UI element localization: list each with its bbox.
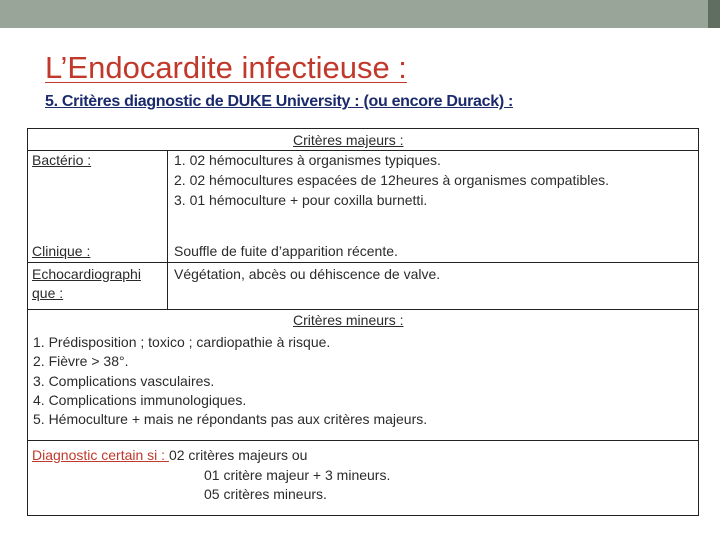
diagnostic-line: 02 critères majeurs ou (168, 447, 308, 463)
mineur-item: 4. Complications immunologiques. (33, 392, 247, 408)
diagnostic-line: 01 critère majeur + 3 mineurs. (204, 467, 391, 483)
bacterio-item: 2. 02 hémocultures espacées de 12heures à organismes compatibles. (174, 172, 610, 188)
clinique-value: Souffle de fuite d’apparition récente. (174, 243, 398, 259)
bacterio-label: Bactério : (32, 152, 92, 168)
mineur-item: 5. Hémoculture + mais ne répondants pas aux critères majeurs. (33, 411, 428, 427)
echo-label-cont: que : (32, 285, 64, 301)
diagnostic-label: Diagnostic certain si : (32, 447, 169, 463)
mineur-item: 1. Prédisposition ; toxico ; cardiopathie à risque. (33, 334, 331, 350)
bacterio-item: 3. 01 hémoculture + pour coxilla burnetti. (174, 192, 428, 208)
clinique-label: Clinique : (32, 243, 91, 259)
diagnostic-line: 05 critères mineurs. (204, 486, 327, 502)
mineurs-heading: Critères mineurs : (293, 312, 404, 328)
diagnostic-row (32, 446, 307, 465)
column-divider (167, 150, 168, 309)
top-bar (0, 0, 720, 28)
top-bar-accent (708, 0, 720, 28)
echo-label: Echocardiographi (32, 266, 141, 282)
bacterio-item: 1. 02 hémocultures à organismes typiques. (174, 152, 441, 168)
row-divider (27, 309, 699, 310)
echo-value: Végétation, abcès ou déhiscence de valve. (174, 266, 441, 282)
mineur-item: 2. Fièvre > 38°. (33, 353, 129, 369)
slide-title: L’Endocardite infectieuse : (45, 50, 407, 85)
row-divider (27, 440, 699, 441)
majeurs-heading: Critères majeurs : (293, 132, 404, 148)
mineur-item: 3. Complications vasculaires. (33, 373, 215, 389)
slide-subtitle: 5. Critères diagnostic de DUKE University : (ou encore Durack) : (45, 93, 514, 110)
row-divider (27, 262, 699, 263)
